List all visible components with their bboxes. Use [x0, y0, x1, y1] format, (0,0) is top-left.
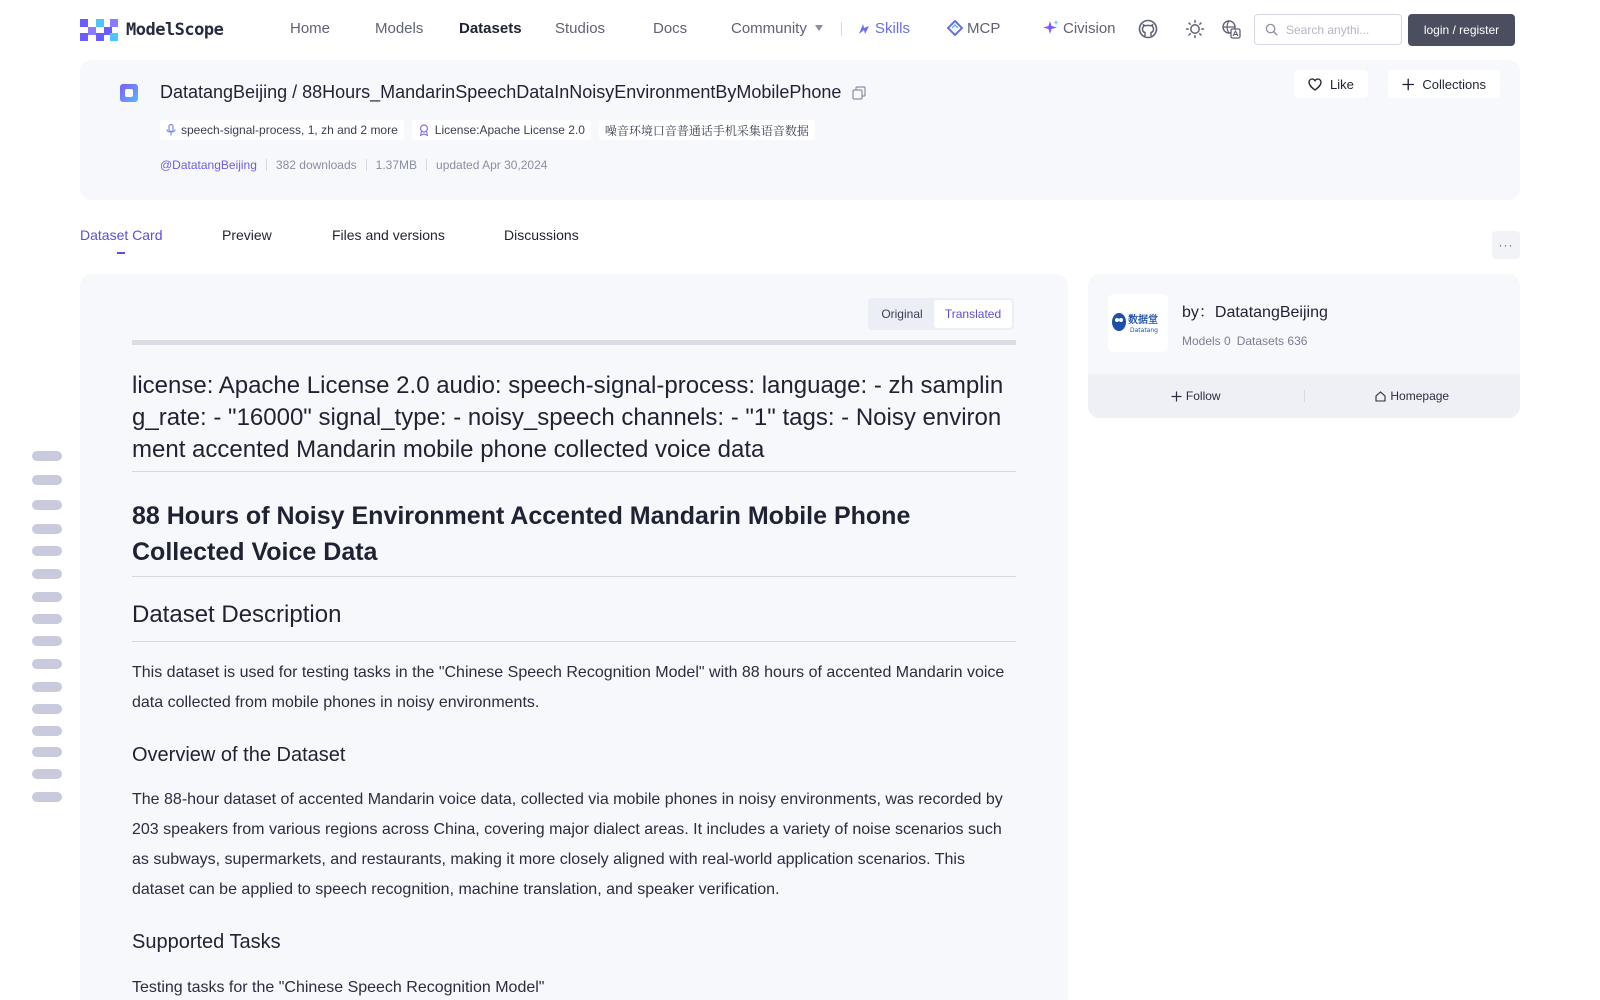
frontmatter-rule: [132, 340, 1016, 345]
translated-toggle-option[interactable]: Translated: [934, 300, 1012, 328]
divider: [132, 471, 1016, 472]
microphone-icon: [166, 124, 176, 136]
toc-marker[interactable]: [32, 792, 62, 802]
toc-marker[interactable]: [32, 592, 62, 602]
datatang-logo[interactable]: [1108, 294, 1168, 352]
nav-skills[interactable]: [857, 20, 910, 38]
home-icon: [1375, 391, 1386, 402]
sparkle-icon: [1043, 20, 1059, 36]
language-toggle: [868, 298, 1014, 330]
toc-marker[interactable]: [32, 451, 62, 461]
section-heading-overview: Overview of the Dataset: [132, 744, 346, 766]
logo-cn-text: 数据堂: [1128, 315, 1158, 326]
nav-mcp-label: MCP: [967, 20, 1001, 37]
nav-studios[interactable]: Studios: [555, 20, 606, 37]
author-name[interactable]: by：DatatangBeijing: [1182, 304, 1328, 321]
search-icon: [1265, 23, 1278, 36]
login-register-button[interactable]: login / register: [1408, 14, 1515, 46]
collections-label: Collections: [1422, 76, 1486, 92]
datasets-count: Datasets 636: [1236, 334, 1308, 348]
tab-discussions[interactable]: Discussions: [504, 227, 579, 243]
tab-preview[interactable]: Preview: [222, 227, 272, 243]
search-input[interactable]: [1286, 23, 1392, 37]
nav-divider: [841, 22, 842, 36]
toc-marker[interactable]: [32, 475, 62, 485]
dataset-owner-link[interactable]: DatatangBeijing: [160, 82, 288, 102]
follow-button[interactable]: [1088, 389, 1304, 403]
toc-marker[interactable]: [32, 569, 62, 579]
toc-marker[interactable]: [32, 500, 62, 510]
license-badge-icon: [418, 124, 430, 136]
logo-text: ModelScope: [126, 20, 224, 40]
title-separator: /: [287, 82, 303, 102]
chinese-title-label: 噪音环境口音普通话手机采集语音数据: [604, 123, 809, 138]
like-label: Like: [1330, 76, 1354, 92]
logo-mark-icon: [80, 19, 118, 41]
nav-mcp[interactable]: [947, 20, 1000, 38]
author-link[interactable]: @DatatangBeijing: [160, 158, 257, 172]
author-card: [1088, 274, 1520, 418]
nav-community-label: Community: [731, 20, 807, 37]
section-heading-description: Dataset Description: [132, 601, 342, 628]
plus-icon: [1171, 391, 1182, 402]
toc-marker[interactable]: [32, 747, 62, 757]
tab-dataset-card[interactable]: Dataset Card: [80, 227, 163, 243]
search-box[interactable]: [1254, 14, 1402, 45]
toc-marker[interactable]: [32, 682, 62, 692]
toc-marker[interactable]: [32, 726, 62, 736]
active-tab-indicator: [117, 252, 125, 254]
nav-home[interactable]: Home: [290, 20, 331, 37]
collections-button[interactable]: [1388, 70, 1500, 98]
github-icon[interactable]: [1138, 19, 1158, 39]
dataset-card-content: [80, 274, 1068, 1000]
datatang-logo-mark: [1111, 310, 1165, 336]
nav-civision-label: Civision: [1063, 20, 1116, 37]
author-stats: [1182, 334, 1307, 348]
updated-date: updated Apr 30,2024: [436, 158, 548, 172]
original-toggle-option[interactable]: Original: [881, 307, 923, 321]
dataset-header: [80, 60, 1520, 200]
overview-paragraph: The 88-hour dataset of accented Mandarin voice data, collected via mobile phones in noisy environments, was recorded by 203 speakers from various regions across China, covering major dialect areas. It includes a variety of noise scenarios such as subways, supermarkets, and restaurants, making it more closely aligned with real-world application scenarios. This dataset can be applied to speech recognition, machine translation, and speaker verification.: [132, 791, 1003, 898]
theme-toggle-icon[interactable]: [1185, 19, 1205, 39]
dataset-title: [160, 81, 866, 103]
homepage-button[interactable]: [1305, 389, 1521, 403]
readme-title: 88 Hours of Noisy Environment Accented Mandarin Mobile Phone Collected Voice Data: [132, 502, 911, 566]
nav-models[interactable]: Models: [375, 20, 424, 37]
meta-divider: [366, 159, 367, 171]
toc-marker[interactable]: [32, 614, 62, 624]
toc-marker[interactable]: [32, 546, 62, 556]
meta-divider: [426, 159, 427, 171]
plus-icon: [1402, 78, 1414, 91]
divider: [132, 576, 1016, 577]
toc-marker[interactable]: [32, 769, 62, 779]
copy-icon[interactable]: [852, 86, 866, 100]
nav-docs[interactable]: Docs: [653, 20, 688, 37]
toc-marker[interactable]: [32, 524, 62, 534]
license-tag[interactable]: [412, 120, 591, 140]
modelscope-logo[interactable]: [80, 18, 223, 42]
homepage-label: Homepage: [1390, 389, 1450, 403]
nav-skills-label: Skills: [875, 20, 911, 37]
divider: [132, 641, 1016, 642]
more-options-button[interactable]: ···: [1492, 231, 1520, 259]
task-tag[interactable]: [160, 120, 404, 140]
dataset-name: 88Hours_MandarinSpeechDataInNoisyEnvironmentByMobilePhone: [302, 82, 842, 102]
tag-row: [160, 120, 815, 140]
nav-datasets[interactable]: Datasets: [459, 20, 522, 37]
author-actions: [1088, 374, 1520, 418]
meta-divider: [266, 159, 267, 171]
top-nav: [0, 0, 1600, 58]
toc-marker[interactable]: [32, 704, 62, 714]
dataset-icon: [120, 84, 138, 102]
logo-en-text: Datatang: [1130, 327, 1158, 334]
tasks-paragraph: Testing tasks for the "Chinese Speech Recognition Model": [132, 979, 545, 996]
models-count: Models 0: [1182, 334, 1231, 348]
translate-icon[interactable]: [1221, 19, 1241, 39]
section-heading-tasks: Supported Tasks: [132, 931, 281, 953]
dataset-size: 1.37MB: [375, 158, 418, 172]
like-button[interactable]: [1294, 70, 1368, 98]
follow-label: Follow: [1185, 389, 1221, 403]
nav-civision[interactable]: [1043, 20, 1116, 38]
nav-community[interactable]: [731, 20, 823, 38]
skills-icon: [857, 22, 871, 36]
description-paragraph: This dataset is used for testing tasks in the "Chinese Speech Recognition Model" with 88 hours of accented Mandarin voice data collected from mobile phones in noisy environments.: [132, 664, 1005, 711]
mcp-icon: [947, 20, 963, 36]
chevron-down-icon: [815, 25, 823, 31]
tab-files-and-versions[interactable]: Files and versions: [332, 227, 445, 243]
chinese-title-tag: [599, 120, 815, 140]
license-tag-label: License:Apache License 2.0: [434, 123, 585, 137]
toc-marker[interactable]: [32, 659, 62, 669]
download-count: 382 downloads: [275, 158, 357, 172]
heart-icon: [1308, 78, 1322, 91]
toc-marker[interactable]: [32, 636, 62, 646]
frontmatter-text: license: Apache License 2.0 audio: speech-signal-process: language: - zh sampling_rate: - "16000" signal_type: - noisy_speech channels: - "1" tags: - Noisy environment accented Mandarin mobile phone collected voice data: [132, 372, 1004, 463]
meta-row: [160, 158, 547, 172]
task-tag-label: speech-signal-process, 1, zh and 2 more: [181, 123, 398, 137]
